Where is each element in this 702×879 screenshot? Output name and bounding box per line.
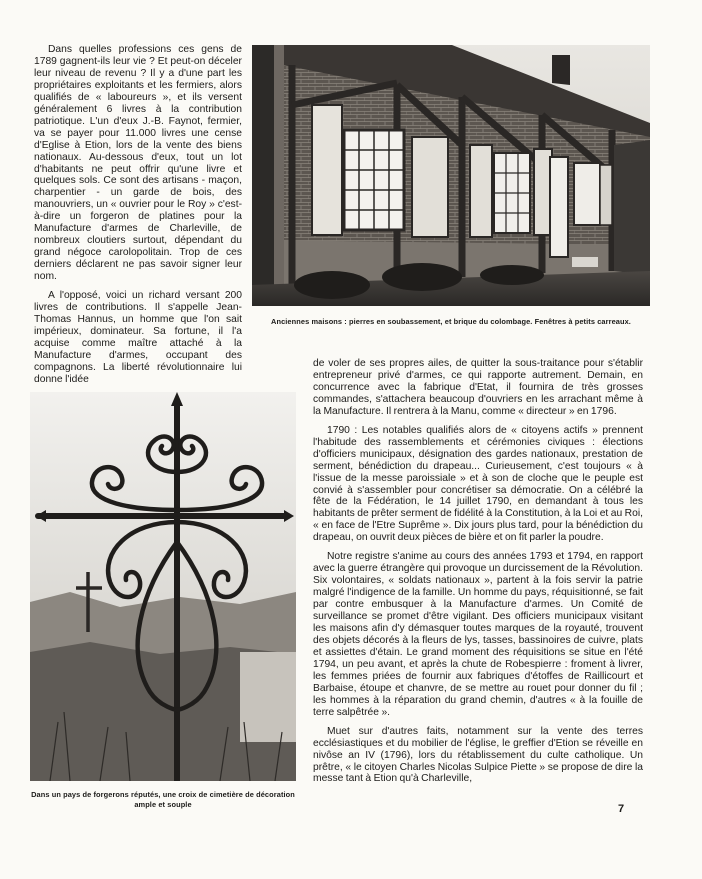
- page-number: 7: [618, 803, 625, 815]
- paragraph: Notre registre s'anime au cours des années 1793 et 1794, en rapport avec la guerre étrangère qui provoque un durcissement de la Révolution. Six volontaires, « soldats nationaux », partent à la fois servir la patrie malgré l'indigence de la famille. Un homme du pays, réquisitionné, se fait par contre embusquer à la Manufacture d'armes. Un Comité de surveillance se promet d'être vigilant. Des officiers municipaux visitant les maisons afin d'y démasquer toutes marques de la royauté, trouvent des objets décorés à la fleurs de lys, tasses, bassinoires de cuivre, plats et assiettes d'étain. Le grand moment des réquisitions se situe en l'été 1794, un peu avant, et après la chute de Robespierre : froment à livrer, les femmes priées de fournir aux fabriques d'étoffes de Raillicourt et Barbaise, étoupe et chanvre, de se mettre au rouet pour donner du fil ; les hommes à la réparation du grand chemin, d'autres « à la fouille de terre salpêtrée ».: [313, 551, 643, 718]
- paragraph: A l'opposé, voici un richard versant 200 livres de contributions. Il s'appelle Jean-Thomas Hannus, un homme que l'on sait impérieux, dominateur. Sa fortune, il l'a acquise comme maître attaché à la Manufacture d'armes, occupant des compagnons. La liberté révolutionnaire lui donne l'idée: [34, 290, 242, 385]
- paragraph: de voler de ses propres ailes, de quitter la sous-traitance pour s'établir entrepreneur privé d'armes, ce qui rapporte autrement. Demain, en concurrence avec la fabrique d'Etat, il fournira de très grosses commandes, s'attachera beaucoup d'ouvriers en les arrachant même à la Manufacture. Il rentrera à la Manu, comme « directeur » en 1796.: [313, 358, 643, 417]
- half-timbered-house-photo: [252, 45, 650, 306]
- paragraph: Muet sur d'autres faits, notamment sur la vente des terres ecclésiastiques et du mobilier de l'église, le greffier d'Etion se réveille en nivôse an IV (1796), lors du rétablissement du culte catholique. Un prêtre, « le citoyen Charles Nicolas Sulpice Piette » se propose de dire la messe tant à Etion qu'à Charleville,: [313, 725, 643, 785]
- cross-photo-caption: Dans un pays de forgerons réputés, une croix de cimetière de décoration ample et souple: [31, 790, 295, 809]
- house-photo-caption: Anciennes maisons : pierres en soubassement, et brique du colombage. Fenêtres à petits carreaux.: [271, 317, 631, 326]
- cemetery-iron-cross-photo: [30, 392, 296, 781]
- left-text-column: [34, 44, 242, 386]
- paragraph: Dans quelles professions ces gens de 1789 gagnent-ils leur vie ? Et peut-on déceler leur niveau de revenu ? Il y a d'une part les propriétaires exploitants et les fermiers, alors qualifiés de « laboureurs », et ils versent généralement 6 livres à la contribution patriotique. L'un d'eux J.-B. Faynot, fermier, va se payer pour 11.000 livres une cense d'Eglise à Etion, lors de la vente des biens nationaux. Au-dessous d'eux, tout un lot d'habitants ne peut offrir qu'une livre et quelques sols. Ce sont des artisans - maçon, charpentier - un garde de bois, des manouvriers, un « ouvrier pour le Roy » c'est-à-dire un forgeron de platines pour la Manufacture d'armes de Charleville, de nombreux cloutiers surtout, dépendant du grand négoce carolopolitain. Trop de ces derniers déclarent ne pas savoir signer leur nom.: [34, 44, 242, 283]
- right-text-column: [313, 358, 643, 785]
- paragraph: 1790 : Les notables qualifiés alors de « citoyens actifs » prennent l'habitude des rassemblements et cérémonies civiques : élections d'officiers municipaux, désignation des gardes nationaux, prestation de serment, bénédiction du drapeau... Curieusement, c'est toujours « à l'issue de la messe paroissiale » et à son de cloche que le peuple est convié à s'assembler pour concrétiser sa démocratie. On a célébré la fête de la Fédération, le 14 juillet 1790, en demandant à tous les habitants de prêter serment de fidélité à la Constitution, à la Loi et au Roi, « en face de l'Etre Suprême ». Dix jours plus tard, pour la bénédiction du drapeau, on ouvrit deux pièces de bière et on fit parler la poudre.: [313, 424, 643, 544]
